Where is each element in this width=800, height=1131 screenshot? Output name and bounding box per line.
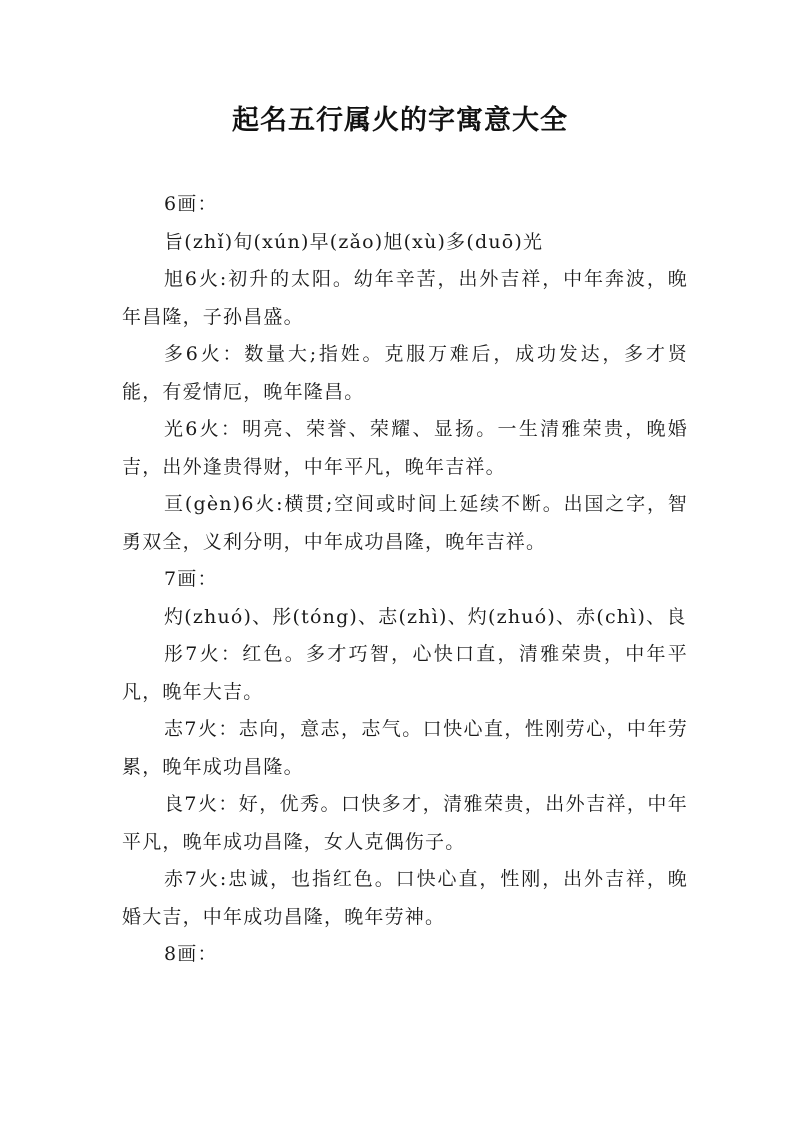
entry-guang: 光6火：明亮、荣誉、荣耀、显扬。一生清雅荣贵，晚婚吉，出外逢贵得财，中年平凡，晚年吉祥。 — [122, 418, 688, 478]
document-title: 起名五行属火的字寓意大全 — [232, 105, 568, 136]
entry-liang: 良7火：好，优秀。口快多才，清雅荣贵，出外吉祥，中年平凡，晚年成功昌隆，女人克偶伤子。 — [122, 793, 688, 853]
stroke-heading-7: 7画： — [164, 568, 218, 590]
stroke-heading-8: 8画： — [164, 943, 218, 965]
stroke-heading-6: 6画： — [164, 193, 218, 215]
entry-xu: 旭6火:初升的太阳。幼年辛苦，出外吉祥，中年奔波，晚年昌隆，子孙昌盛。 — [122, 268, 688, 328]
character-list-7: 灼(zhuó)、彤(tóng)、志(zhì)、灼(zhuó)、赤(chì)、良 — [164, 605, 687, 628]
entry-chi: 赤7火:忠诚，也指红色。口快心直，性刚，出外吉祥，晚婚大吉，中年成功昌隆，晚年劳神。 — [122, 868, 688, 928]
entry-gen: 亘(gèn)6火:横贯;空间或时间上延续不断。出国之字，智勇双全，义利分明，中年成功昌隆，晚年吉祥。 — [122, 493, 688, 553]
character-list-6: 旨(zhǐ)旬(xún)早(zǎo)旭(xù)多(duō)光 — [164, 230, 544, 253]
entry-duo: 多6火：数量大;指姓。克服万难后，成功发达，多才贤能，有爱情厄，晚年隆昌。 — [122, 343, 688, 403]
entry-zhi: 志7火：志向，意志，志气。口快心直，性刚劳心，中年劳累，晚年成功昌隆。 — [122, 718, 688, 778]
document-body — [122, 186, 688, 974]
entry-tong: 彤7火：红色。多才巧智，心快口直，清雅荣贵，中年平凡，晚年大吉。 — [122, 643, 688, 703]
